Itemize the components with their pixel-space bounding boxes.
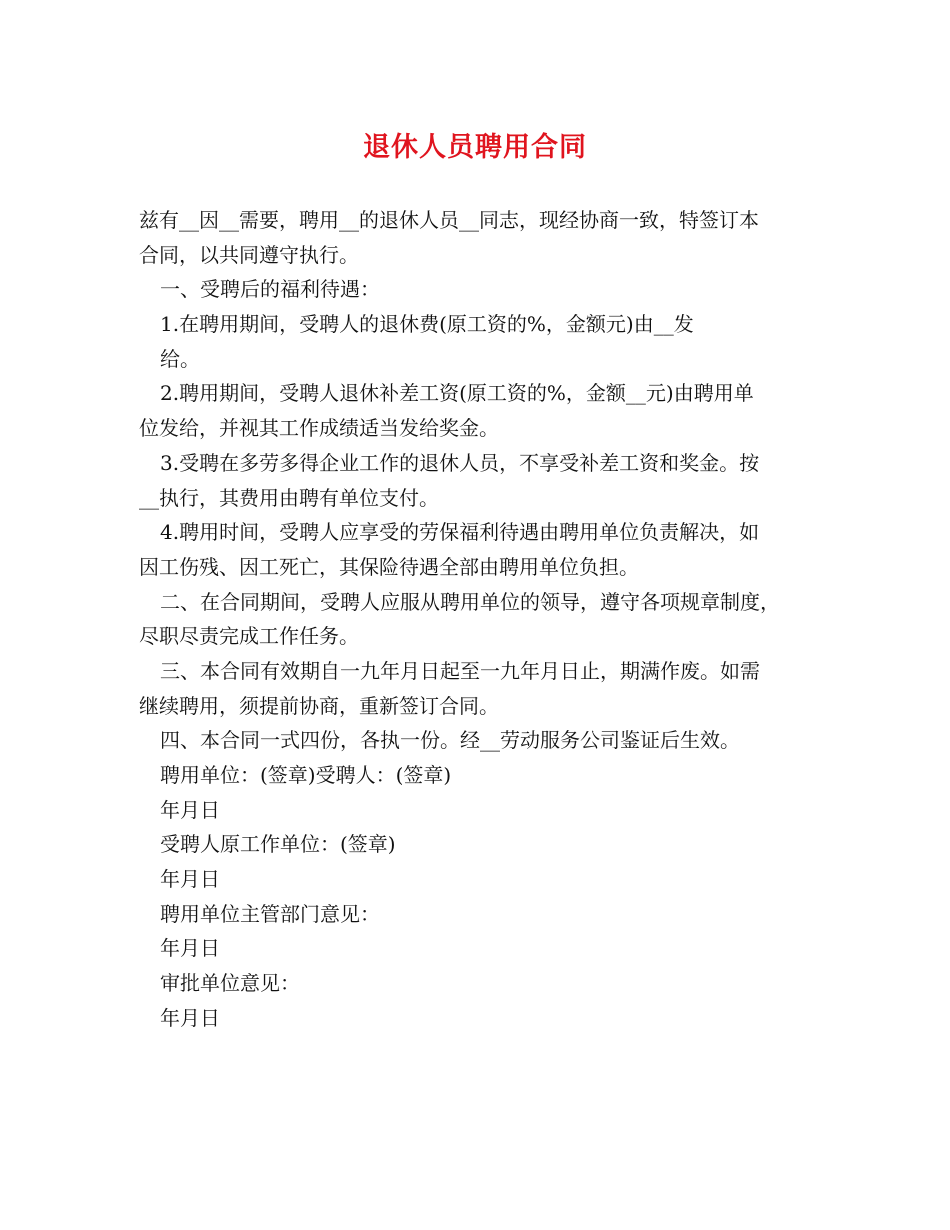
body-line: 继续聘用，须提前协商，重新签订合同。 bbox=[139, 693, 499, 718]
body-line: 合同，以共同遵守执行。 bbox=[139, 242, 359, 267]
body-line: 给。 bbox=[160, 346, 200, 371]
supervisor-opinion: 聘用单位主管部门意见： bbox=[160, 901, 380, 926]
body-line: 因工伤残、因工死亡，其保险待遇全部由聘用单位负担。 bbox=[139, 554, 639, 579]
clause-1: 1.在聘用期间，受聘人的退休费(原工资的%，金额元)由__发 bbox=[160, 312, 694, 337]
section-four: 四、本合同一式四份，各执一份。经__劳动服务公司鉴证后生效。 bbox=[160, 728, 740, 753]
signature-original-employer: 受聘人原工作单位：(签章) bbox=[160, 832, 396, 857]
section-two: 二、在合同期间，受聘人应服从聘用单位的领导，遵守各项规章制度， bbox=[160, 589, 780, 614]
contract-body bbox=[139, 203, 829, 1036]
clause-3: 3.受聘在多劳多得企业工作的退休人员，不享受补差工资和奖金。按 bbox=[160, 450, 760, 475]
date-line: 年月日 bbox=[160, 797, 220, 822]
section-three: 三、本合同有效期自一九年月日起至一九年月日止，期满作废。如需 bbox=[160, 658, 760, 683]
document-title: 退休人员聘用合同 bbox=[363, 132, 587, 163]
date-line: 年月日 bbox=[160, 1005, 220, 1030]
clause-4: 4.聘用时间，受聘人应享受的劳保福利待遇由聘用单位负责解决，如 bbox=[160, 520, 760, 545]
body-line: __执行，其费用由聘有单位支付。 bbox=[139, 485, 439, 510]
date-line: 年月日 bbox=[160, 936, 220, 961]
section-heading-benefits: 一、受聘后的福利待遇： bbox=[160, 277, 380, 302]
signature-employer: 聘用单位：(签章)受聘人：(签章) bbox=[160, 763, 452, 787]
date-line: 年月日 bbox=[160, 867, 220, 892]
body-line: 兹有__因__需要，聘用__的退休人员__同志，现经协商一致，特签订本 bbox=[139, 208, 759, 232]
approval-opinion: 审批单位意见： bbox=[160, 971, 300, 996]
clause-2: 2.聘用期间，受聘人退休补差工资(原工资的%，金额__元)由聘用单 bbox=[160, 381, 754, 406]
body-line: 位发给，并视其工作成绩适当发给奖金。 bbox=[139, 416, 499, 441]
body-line: 尽职尽责完成工作任务。 bbox=[139, 624, 359, 649]
